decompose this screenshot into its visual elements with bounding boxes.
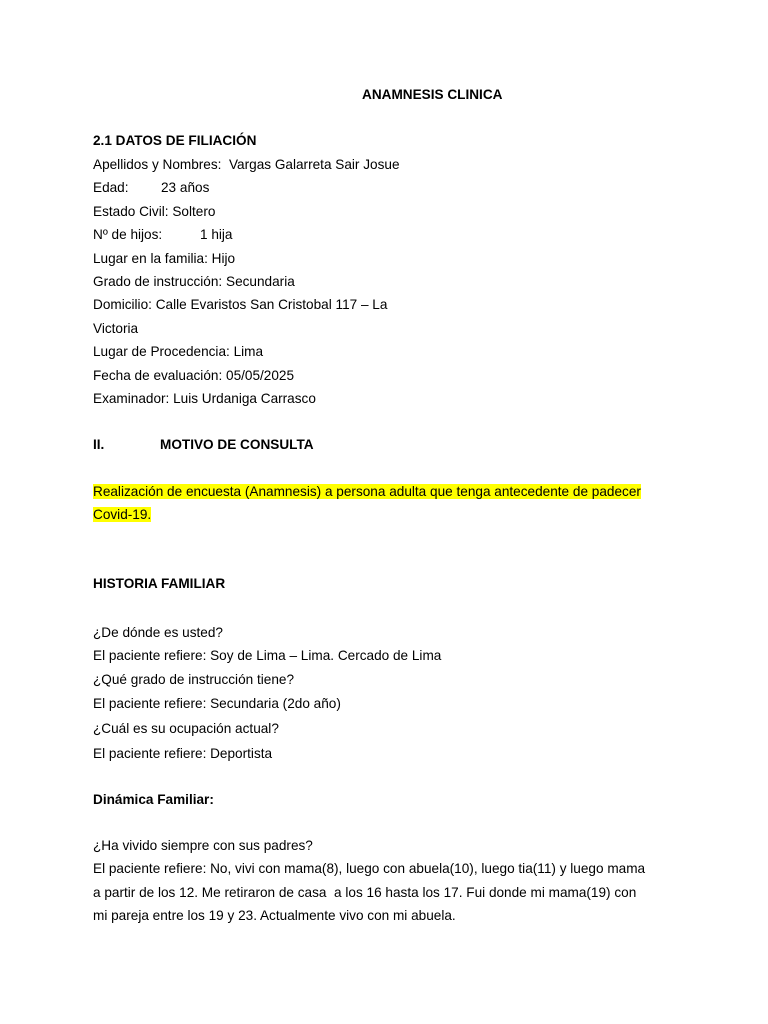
answer-line: El paciente refiere: Soy de Lima – Lima. Cercado de Lima [93,648,442,663]
field-lugar-procedencia [93,343,263,361]
field-label: Fecha de evaluación: [93,368,223,383]
section-heading-historia: HISTORIA FAMILIAR [93,576,226,591]
section-heading-filiacion: 2.1 DATOS DE FILIACIÓN [93,133,257,148]
field-value: Calle Evaristos San Cristobal 117 – La [155,297,388,312]
field-value: 23 años [161,180,210,195]
field-value: 05/05/2025 [226,368,295,383]
field-domicilio [93,296,387,314]
motivo-text-line-1 [93,483,641,501]
field-estado-civil [93,203,215,221]
field-label: Apellidos y Nombres: [93,157,222,172]
field-lugar-familia [93,250,235,268]
motivo-text-line-2 [93,506,151,524]
field-value: Soltero [172,204,216,219]
field-label: Nº de hijos: [93,227,163,242]
answer-line: a partir de los 12. Me retiraron de casa a los 16 hasta los 17. Fui donde mi mama(19) con [93,885,637,900]
answer-line: El paciente refiere: Secundaria (2do año) [93,696,341,711]
question-line: ¿Ha vivido siempre con sus padres? [93,838,313,853]
highlighted-text: Realización de encuesta (Anamnesis) a persona adulta que tenga antecedente de padecer [93,484,641,499]
field-domicilio-continuation: Victoria [93,321,139,336]
field-examinador [93,390,316,408]
answer-line: mi pareja entre los 19 y 23. Actualmente vivo con mi abuela. [93,908,456,923]
field-label: Lugar de Procedencia: [93,344,230,359]
section-heading-motivo [93,436,314,454]
field-label: Examinador: [93,391,170,406]
field-fecha-evaluacion [93,367,294,385]
field-label: Lugar en la familia: [93,251,208,266]
field-grado-instruccion [93,273,295,291]
field-value: Secundaria [226,274,295,289]
field-value: Hijo [211,251,236,266]
section-heading-dinamica: Dinámica Familiar: [93,792,214,807]
field-edad [93,179,210,197]
question-line: ¿Qué grado de instrucción tiene? [93,672,295,687]
field-label: Edad: [93,180,129,195]
field-label: Grado de instrucción: [93,274,223,289]
answer-line: El paciente refiere: Deportista [93,746,273,761]
section-title: MOTIVO DE CONSULTA [160,437,314,452]
document-title: ANAMNESIS CLINICA [362,87,503,102]
question-line: ¿Cuál es su ocupación actual? [93,721,279,736]
field-numero-hijos [93,226,233,244]
section-number: II. [93,437,105,452]
field-label: Estado Civil: [93,204,169,219]
field-label: Domicilio: [93,297,152,312]
field-value: 1 hija [200,227,233,242]
question-line: ¿De dónde es usted? [93,625,223,640]
field-value: Vargas Galarreta Sair Josue [229,157,400,172]
field-value: Luis Urdaniga Carrasco [173,391,316,406]
highlighted-text: Covid-19. [93,507,152,522]
field-value: Lima [233,344,264,359]
answer-line: El paciente refiere: No, vivi con mama(8), luego con abuela(10), luego tia(11) y luego mama [93,861,646,876]
field-apellidos-nombres [93,156,400,174]
